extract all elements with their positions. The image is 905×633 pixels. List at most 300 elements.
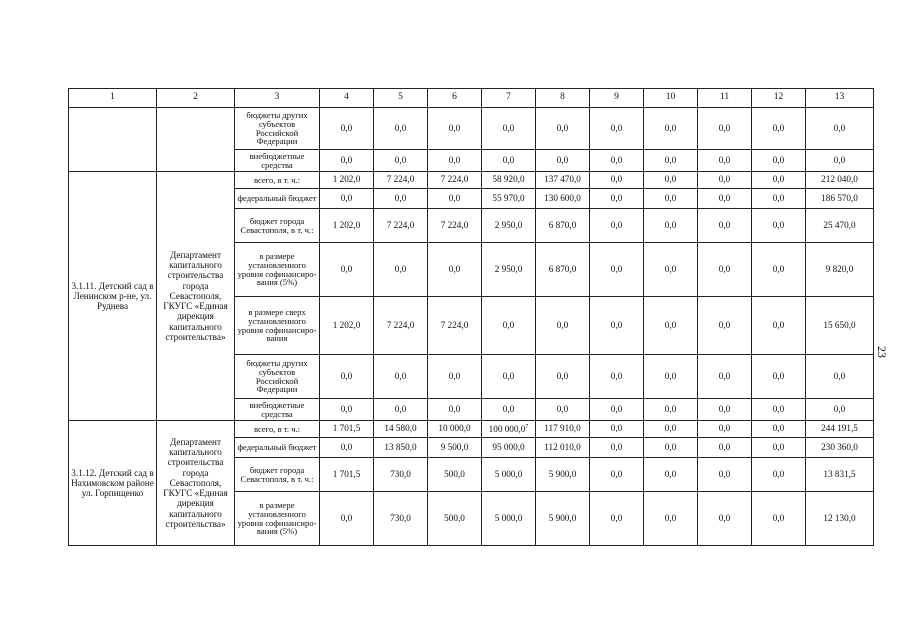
value-cell: [374, 421, 428, 438]
column-header: 13: [806, 89, 874, 108]
value-text: 0,0: [610, 512, 623, 523]
value-text: 7 224,0: [440, 174, 469, 185]
value-cell: [752, 297, 806, 355]
funding-source-label: внебюджетные средства: [235, 150, 320, 172]
value-cell: [482, 355, 536, 399]
value-text: 1 202,0: [332, 174, 361, 185]
value-cell: [374, 189, 428, 209]
value-text: 0,0: [664, 122, 677, 133]
footnote-mark: 7: [525, 423, 529, 430]
value-cell: [752, 421, 806, 438]
value-text: 0,0: [718, 192, 731, 203]
value-text: 0,0: [448, 370, 461, 381]
funding-source-label: в размере установленного уровня софинансиро-вания (5%): [235, 243, 320, 297]
value-cell: [590, 243, 644, 297]
value-text: 95 000,0: [492, 441, 525, 452]
object-name: [69, 421, 157, 546]
value-cell: [374, 297, 428, 355]
value-cell: [806, 492, 874, 546]
value-text: 2 950,0: [494, 263, 523, 274]
value-text: 500,0: [444, 468, 465, 479]
value-cell: [320, 399, 374, 421]
value-cell: [428, 172, 482, 189]
value-cell: [806, 438, 874, 458]
value-text: 1 202,0: [332, 319, 361, 330]
value-cell: [752, 189, 806, 209]
column-header: 1: [69, 89, 157, 108]
value-text: 0,0: [610, 122, 623, 133]
column-header: 12: [752, 89, 806, 108]
value-text: 0,0: [556, 122, 569, 133]
value-cell: [698, 355, 752, 399]
value-text: 0,0: [772, 512, 785, 523]
value-text: 0,0: [664, 370, 677, 381]
value-cell: [698, 421, 752, 438]
value-text: 7 224,0: [440, 219, 469, 230]
value-text: 0,0: [772, 219, 785, 230]
value-cell: [590, 355, 644, 399]
value-text: 0,0: [448, 154, 461, 165]
value-text: 0,0: [610, 154, 623, 165]
value-text: 0,0: [718, 154, 731, 165]
value-text: 0,0: [394, 154, 407, 165]
object-name-line: 3.1.12. Детский сад в Нахимовском районе: [71, 467, 154, 488]
value-cell: [320, 150, 374, 172]
value-text: 230 360,0: [821, 441, 858, 452]
page-number: 23: [875, 346, 889, 358]
column-header: 10: [644, 89, 698, 108]
value-cell: [536, 438, 590, 458]
value-text: 0,0: [340, 122, 353, 133]
value-cell: [482, 297, 536, 355]
value-text: 0,0: [772, 441, 785, 452]
value-text: 0,0: [664, 512, 677, 523]
value-text: 0,0: [718, 403, 731, 414]
funding-source-label: бюджеты других субъектов Российской Федерации: [235, 108, 320, 150]
value-cell: [428, 421, 482, 438]
value-cell: [752, 243, 806, 297]
value-cell: [590, 438, 644, 458]
value-text: 0,0: [833, 403, 846, 414]
value-text: 0,0: [664, 468, 677, 479]
value-cell: [644, 458, 698, 492]
value-text: 0,0: [772, 370, 785, 381]
value-cell: [644, 108, 698, 150]
value-cell: [644, 172, 698, 189]
value-cell: [644, 438, 698, 458]
funding-source-label: бюджет города Севастополя, в т. ч.:: [235, 209, 320, 243]
value-cell: [590, 492, 644, 546]
value-text: 0,0: [718, 370, 731, 381]
value-text: 0,0: [448, 263, 461, 274]
funding-source-label: в размере установленного уровня софинансиро-вания (5%): [235, 492, 320, 546]
value-cell: [482, 458, 536, 492]
budget-table: [68, 88, 874, 546]
value-cell: [590, 189, 644, 209]
value-text: 15 650,0: [823, 319, 856, 330]
value-cell: [806, 172, 874, 189]
value-text: 0,0: [448, 403, 461, 414]
value-text: 112 010,0: [544, 441, 581, 452]
value-cell: [698, 108, 752, 150]
value-cell: [806, 243, 874, 297]
value-cell: [806, 399, 874, 421]
value-text: 212 040,0: [821, 174, 858, 185]
value-text: 0,0: [448, 122, 461, 133]
value-cell: [644, 297, 698, 355]
responsible-org: Департамент капитального строительства города Севастополя, ГКУГС «Единая дирекция капитального строительства»: [157, 421, 235, 546]
value-cell: [536, 209, 590, 243]
funding-source-label: федеральный бюджет: [235, 438, 320, 458]
value-text: 0,0: [772, 122, 785, 133]
value-cell: [482, 492, 536, 546]
table-row: [69, 172, 874, 189]
value-text: 1 701,5: [332, 423, 361, 434]
value-cell: [482, 399, 536, 421]
value-cell: [320, 297, 374, 355]
value-cell: [698, 150, 752, 172]
value-text: 0,0: [556, 370, 569, 381]
value-text: 137 470,0: [544, 174, 581, 185]
value-cell: [644, 150, 698, 172]
value-text: 0,0: [772, 174, 785, 185]
value-cell: [752, 399, 806, 421]
value-text: 7 224,0: [386, 319, 415, 330]
value-text: 0,0: [610, 423, 623, 434]
value-cell: [320, 108, 374, 150]
value-cell: [320, 355, 374, 399]
column-header: 4: [320, 89, 374, 108]
value-text: 10 000,0: [438, 423, 471, 434]
value-cell: [752, 108, 806, 150]
value-cell: [374, 108, 428, 150]
value-cell: [806, 458, 874, 492]
value-cell: [590, 458, 644, 492]
value-text: 0,0: [833, 370, 846, 381]
value-cell: [428, 150, 482, 172]
value-cell: [428, 243, 482, 297]
value-text: 0,0: [664, 403, 677, 414]
value-cell: [590, 172, 644, 189]
table-row: [69, 421, 874, 438]
value-text: 0,0: [610, 441, 623, 452]
value-text: 0,0: [394, 403, 407, 414]
value-cell: [752, 209, 806, 243]
value-cell: [374, 458, 428, 492]
value-text: 0,0: [772, 319, 785, 330]
value-cell: [590, 209, 644, 243]
value-text: 5 000,0: [494, 512, 523, 523]
value-cell: [320, 243, 374, 297]
value-text: 0,0: [718, 263, 731, 274]
value-text: 0,0: [556, 403, 569, 414]
value-cell: [698, 297, 752, 355]
value-cell: [482, 209, 536, 243]
value-cell: [752, 458, 806, 492]
value-text: 0,0: [664, 423, 677, 434]
org-cell-empty: [157, 108, 235, 172]
value-cell: [536, 297, 590, 355]
value-text: 6 870,0: [548, 219, 577, 230]
value-cell: [698, 243, 752, 297]
value-cell: [374, 172, 428, 189]
value-cell: [374, 150, 428, 172]
value-cell: [428, 189, 482, 209]
column-header: 6: [428, 89, 482, 108]
value-text: 0,0: [340, 263, 353, 274]
responsible-org: Департамент капитального строительства города Севастополя, ГКУГС «Единая дирекция капитального строительства»: [157, 172, 235, 421]
value-cell: [482, 150, 536, 172]
value-cell: [536, 150, 590, 172]
value-cell: [806, 421, 874, 438]
value-text: 0,0: [718, 423, 731, 434]
value-text: 9 820,0: [825, 263, 854, 274]
object-name-line: ул. Горпищенко: [81, 488, 144, 499]
value-text: 0,0: [502, 154, 515, 165]
value-text: 0,0: [772, 263, 785, 274]
value-text: 500,0: [444, 512, 465, 523]
value-cell: [374, 492, 428, 546]
value-cell: [320, 438, 374, 458]
value-cell: [428, 297, 482, 355]
value-text: 55 970,0: [492, 192, 525, 203]
value-cell: [536, 421, 590, 438]
value-cell: [806, 297, 874, 355]
value-text: 130 600,0: [544, 192, 581, 203]
value-cell: [536, 458, 590, 492]
value-cell: [482, 243, 536, 297]
value-text: 0,0: [833, 122, 846, 133]
value-text: 244 191,5: [821, 423, 858, 434]
value-cell: [374, 209, 428, 243]
value-text: 2 950,0: [494, 219, 523, 230]
value-cell: [536, 243, 590, 297]
value-cell: [374, 399, 428, 421]
value-text: 0,0: [664, 319, 677, 330]
value-text: 0,0: [340, 403, 353, 414]
column-header: 9: [590, 89, 644, 108]
funding-source-label: всего, в т. ч.:: [235, 421, 320, 438]
value-text: 0,0: [664, 263, 677, 274]
value-cell: [590, 150, 644, 172]
value-text: 0,0: [502, 122, 515, 133]
value-text: 0,0: [664, 154, 677, 165]
value-cell: [536, 189, 590, 209]
value-cell: [752, 492, 806, 546]
value-cell: [428, 458, 482, 492]
value-cell: [698, 189, 752, 209]
funding-source-label: бюджет города Севастополя, в т. ч.:: [235, 458, 320, 492]
value-cell: [644, 399, 698, 421]
value-cell: [806, 150, 874, 172]
column-header: 5: [374, 89, 428, 108]
value-text: 12 130,0: [823, 512, 856, 523]
value-text: 730,0: [390, 468, 411, 479]
value-text: 0,0: [394, 122, 407, 133]
value-cell: [428, 399, 482, 421]
value-cell: [536, 492, 590, 546]
value-cell: [428, 209, 482, 243]
value-text: 0,0: [718, 468, 731, 479]
value-cell: [320, 421, 374, 438]
value-cell: [428, 355, 482, 399]
value-text: 0,0: [718, 174, 731, 185]
value-text: 25 470,0: [823, 219, 856, 230]
value-text: 0,0: [718, 122, 731, 133]
value-cell: [698, 172, 752, 189]
value-text: 0,0: [772, 468, 785, 479]
value-text: 1 701,5: [332, 468, 361, 479]
value-text: 13 831,5: [823, 468, 856, 479]
value-text: 0,0: [664, 174, 677, 185]
value-cell: [698, 209, 752, 243]
value-cell: [644, 209, 698, 243]
value-text: 0,0: [610, 403, 623, 414]
value-cell: [482, 438, 536, 458]
value-cell: [752, 172, 806, 189]
value-text: 100 000,0: [488, 423, 526, 434]
value-cell: [644, 355, 698, 399]
value-text: 6 870,0: [548, 263, 577, 274]
value-text: 0,0: [394, 370, 407, 381]
column-header: 11: [698, 89, 752, 108]
value-text: 1 202,0: [332, 219, 361, 230]
value-text: 0,0: [340, 441, 353, 452]
value-text: 0,0: [664, 441, 677, 452]
value-text: 0,0: [610, 192, 623, 203]
value-cell: [806, 108, 874, 150]
value-cell: [374, 438, 428, 458]
value-cell: [590, 297, 644, 355]
value-text: 0,0: [718, 319, 731, 330]
value-text: 186 570,0: [821, 192, 858, 203]
value-text: 58 920,0: [492, 174, 525, 185]
value-cell: [806, 355, 874, 399]
column-header: 7: [482, 89, 536, 108]
value-cell: [698, 492, 752, 546]
value-text: 0,0: [340, 192, 353, 203]
value-text: 0,0: [610, 219, 623, 230]
value-text: 0,0: [772, 403, 785, 414]
value-cell: [320, 209, 374, 243]
value-text: 0,0: [610, 468, 623, 479]
funding-source-label: федеральный бюджет: [235, 189, 320, 209]
value-text: 0,0: [718, 441, 731, 452]
value-cell: [590, 399, 644, 421]
value-cell: [536, 355, 590, 399]
value-text: 0,0: [556, 154, 569, 165]
value-cell: [698, 399, 752, 421]
value-cell: [590, 421, 644, 438]
value-text: 0,0: [394, 263, 407, 274]
value-cell: [320, 458, 374, 492]
funding-source-label: в размере сверх установленного уровня софинансиро-вания: [235, 297, 320, 355]
value-cell: [482, 172, 536, 189]
value-text: 730,0: [390, 512, 411, 523]
value-text: 0,0: [833, 154, 846, 165]
value-text: 0,0: [502, 370, 515, 381]
value-cell: [320, 172, 374, 189]
value-text: 7 224,0: [386, 219, 415, 230]
value-cell: [428, 438, 482, 458]
value-text: 0,0: [340, 370, 353, 381]
value-text: 0,0: [610, 263, 623, 274]
object-name: 3.1.11. Детский сад в Ленинском р-не, ул. Руднева: [69, 172, 157, 421]
value-cell: [698, 438, 752, 458]
value-cell: [320, 492, 374, 546]
value-cell: [428, 492, 482, 546]
value-text: 0,0: [718, 512, 731, 523]
value-text: 0,0: [448, 192, 461, 203]
value-text: 5 000,0: [494, 468, 523, 479]
value-text: 0,0: [610, 319, 623, 330]
value-text: 9 500,0: [440, 441, 469, 452]
header-row: [69, 89, 874, 108]
value-cell: [752, 355, 806, 399]
value-cell: [374, 243, 428, 297]
value-text: 0,0: [718, 219, 731, 230]
value-text: 0,0: [664, 219, 677, 230]
object-cell-empty: [69, 108, 157, 172]
value-text: 0,0: [772, 154, 785, 165]
column-header: 3: [235, 89, 320, 108]
value-cell: [482, 189, 536, 209]
value-text: 117 910,0: [544, 423, 581, 434]
value-text: 0,0: [664, 192, 677, 203]
column-header: 2: [157, 89, 235, 108]
value-cell: [752, 150, 806, 172]
funding-source-label: всего, в т. ч.:: [235, 172, 320, 189]
value-text: 0,0: [556, 319, 569, 330]
value-cell: [320, 189, 374, 209]
value-cell: [644, 243, 698, 297]
value-cell: [752, 438, 806, 458]
value-text: 14 580,0: [384, 423, 417, 434]
value-cell: [806, 189, 874, 209]
value-text: 7 224,0: [440, 319, 469, 330]
table-row: [69, 108, 874, 150]
value-text: 0,0: [394, 192, 407, 203]
value-text: 0,0: [772, 423, 785, 434]
value-cell: [644, 492, 698, 546]
value-text: 0,0: [340, 512, 353, 523]
value-cell: [482, 421, 536, 438]
value-text: 0,0: [610, 174, 623, 185]
value-text: 0,0: [502, 403, 515, 414]
column-header: 8: [536, 89, 590, 108]
funding-source-label: внебюджетные средства: [235, 399, 320, 421]
funding-source-label: бюджеты других субъектов Российской Федерации: [235, 355, 320, 399]
value-text: 7 224,0: [386, 174, 415, 185]
value-cell: [536, 108, 590, 150]
value-text: 0,0: [502, 319, 515, 330]
value-text: 13 850,0: [384, 441, 417, 452]
value-cell: [536, 172, 590, 189]
value-cell: [428, 108, 482, 150]
value-text: 0,0: [772, 192, 785, 203]
value-cell: [644, 189, 698, 209]
value-cell: [374, 355, 428, 399]
value-cell: [536, 399, 590, 421]
value-cell: [482, 108, 536, 150]
value-text: 5 900,0: [548, 468, 577, 479]
value-cell: [590, 108, 644, 150]
value-cell: [806, 209, 874, 243]
value-text: 5 900,0: [548, 512, 577, 523]
value-cell: [644, 421, 698, 438]
value-cell: [698, 458, 752, 492]
value-text: 0,0: [340, 154, 353, 165]
